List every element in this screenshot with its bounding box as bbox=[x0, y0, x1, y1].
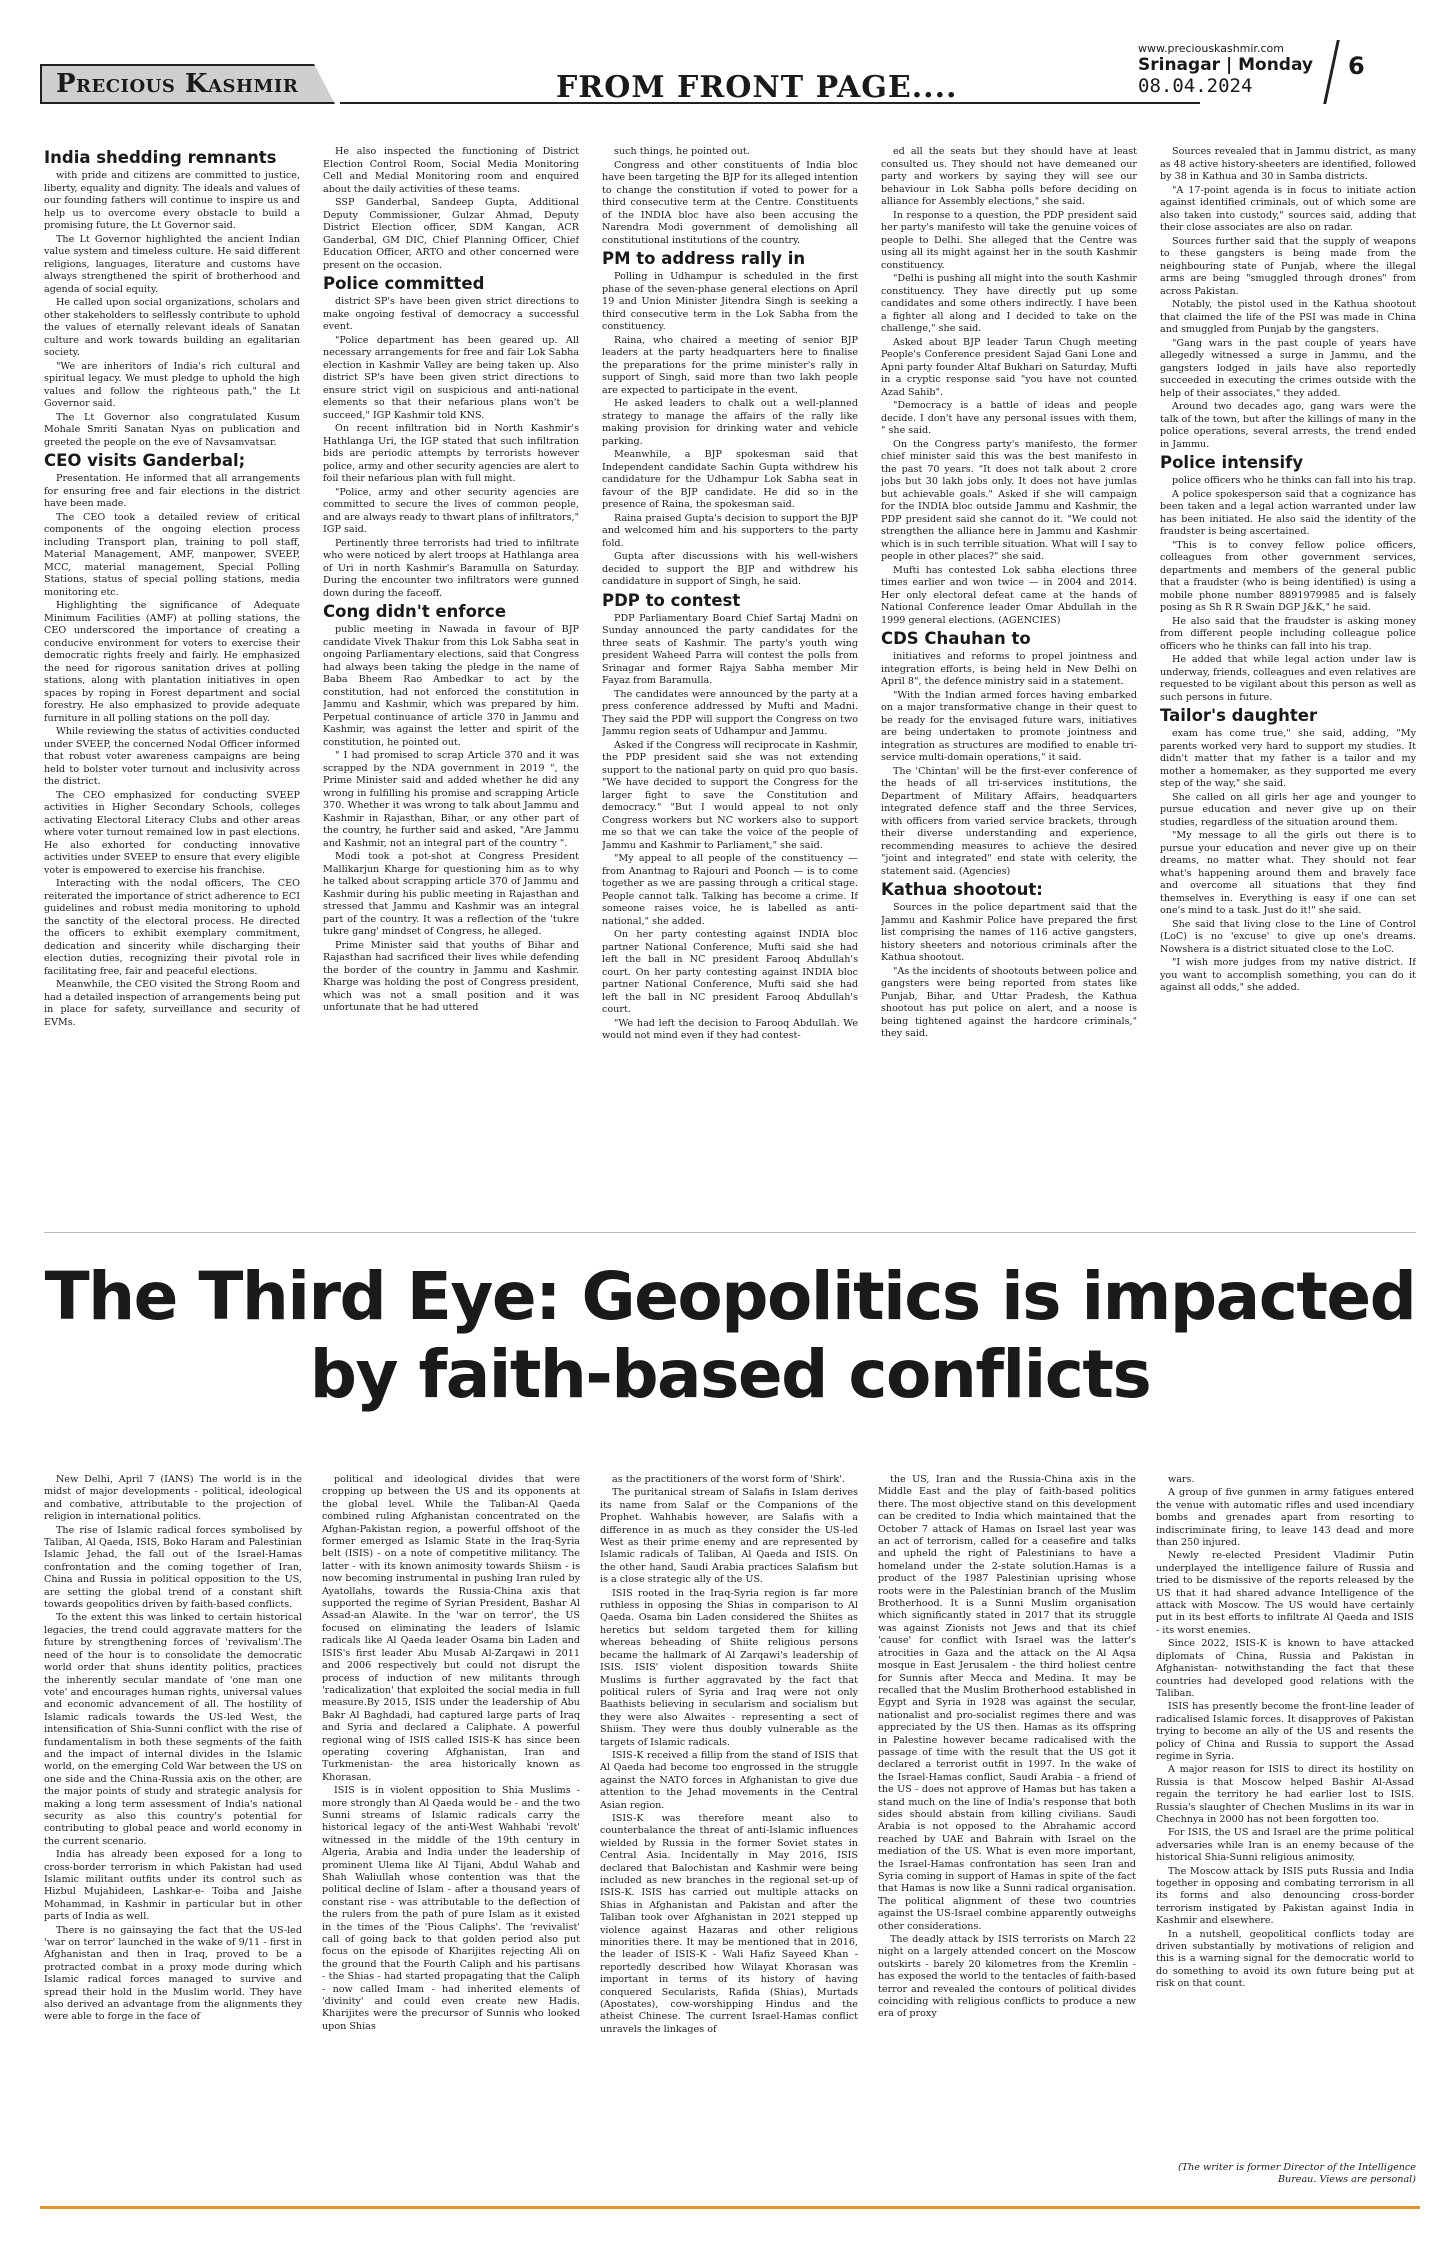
section-title: FROM FRONT PAGE.... bbox=[556, 70, 958, 105]
section-divider bbox=[44, 1232, 1416, 1233]
story-paragraph: Polling in Udhampur is scheduled in the first phase of the seven-phase general elections on April 19 and Union Minister Jitendra Singh is seeking a third consecutive term in the Lok Sabha from the constituency. bbox=[602, 271, 858, 332]
story-paragraph: Interacting with the nodal officers, The CEO reiterated the importance of strict adherence to ECI guidelines and robust media monitoring to uphold the sanctity of the electoral process. He directed the officers to exhibit exemplary commitment, dedication and sincerity while discharging their election duties, recognizing their pivotal role in facilitating free, fair and peaceful elections. bbox=[44, 878, 300, 977]
news-column bbox=[881, 146, 1137, 1246]
story-paragraph: ed all the seats but they should have at least consulted us. They should not have demeaned our party and workers by saying they will see our behaviour in Lok Sabha polls before deciding on alliance for Assembly elections," she said. bbox=[881, 146, 1137, 207]
feature-paragraph: A major reason for ISIS to direct its hostility on Russia is that Moscow helped Bashir Al-Assad regain the territory he had earlier lost to ISIS. Russia's slaughter of Chechen Muslims in its war in Chechnya in 2000 has not been forgotten too. bbox=[1156, 1764, 1414, 1825]
feature-paragraph: political and ideological divides that were cropping up between the US and its opponents at the global level. While the Taliban-Al Qaeda combined ruling Afghanistan concentrated on the Afghan-Pakistan region, a powerful offshoot of the former emerged as Islamic State in the Iraq-Syria belt (ISIS) - on a note of competitive militancy. The latter - with its known animosity towards Shiism - is now becoming instrumental in pushing Iran ruled by Ayatollahs, towards the Russia-China axis that supported the regime of Syrian President, Bashar Al Assad-an Alawite. In the 'war on terror', the US focused on eliminating the leaders of Islamic radicals like Al Qaeda leader Osama bin Laden and ISIS's first leader Abu Musab Al-Zarqawi in 2011 and 2006 respectively but could not disrupt the process of induction of new militants through 'radicalization' that exploited the social media in full measure.By 2015, ISIS under the leadership of Abu Bakr Al Baghdadi, had captured large parts of Iraq and Syria and declared a Caliphate. A powerful regional wing of ISIS called ISIS-K has since been operating covering Afghanistan, Iran and Turkmenistan- the area historically known as Khorasan. bbox=[322, 1474, 580, 1783]
feature-paragraph: There is no gainsaying the fact that the US-led 'war on terror' launched in the wake of 9/11 - first in Afghanistan and then in Iraq, proved to be a protracted combat in a proxy mode during which Islamic radical forces managed to survive and spread their hold in the Muslim world. They have also derived an advantage from the alignments they were able to forge in the face of bbox=[44, 1924, 302, 2023]
news-column bbox=[44, 146, 300, 1246]
story-paragraph: "We are inheritors of India's rich cultural and spiritual legacy. We must pledge to uphold the high values and follow the righteous path," the Lt Governor said. bbox=[44, 360, 300, 409]
site-url[interactable]: www.preciouskashmir.com bbox=[1138, 42, 1284, 55]
news-column bbox=[323, 146, 579, 1246]
story-paragraph: She called on all girls her age and younger to pursue education and never give up on their studies, regardless of the situation around them. bbox=[1160, 791, 1416, 828]
feature-paragraph: Since 2022, ISIS-K is known to have attacked diplomats of China, Russia and Pakistan in Afghanistan- notwithstanding the fact that these countries had developed good relations with the Taliban. bbox=[1156, 1638, 1414, 1699]
story-paragraph: Gupta after discussions with his well-wishers decided to support the BJP and withdrew his candidature in support of Singh, he said. bbox=[602, 551, 858, 587]
story-paragraph: The candidates were announced by the party at a press conference addressed by Mufti and Madni. They said the PDP will support the Congress on two Jammu region seats of Udhampur and Jammu. bbox=[602, 688, 858, 737]
story-paragraph: Modi took a pot-shot at Congress President Mallikarjun Kharge for questioning him as to why he talked about scrapping article 370 of Jammu and Kashmir during his public meeting in Rajasthan and stressed that Jammu and Kashmir was an integral part of the country. It was a reflection of the 'tukre tukre gang' mindset of Congress, he alleged. bbox=[323, 851, 579, 937]
story-paragraph: " I had promised to scrap Article 370 and it was scrapped by the NDA government in 2019 ", the Prime Minister said and added whether he did any wrong in fulfilling his promise and scrapping Article 370. Whether it was wrong to talk about Jammu and Kashmir in Rajasthan, Bihar, or any other part of the country, he further said and asked, "Are Jammu and Kashmir, not an integral part of the country ". bbox=[323, 750, 579, 849]
story-paragraph: exam has come true," she said, adding, "My parents worked very hard to support my studies. It didn't matter that my father is a tailor and my mother a homemaker, as they supported me every step of the way," she said. bbox=[1160, 728, 1416, 789]
story-paragraph: He also inspected the functioning of District Election Control Room, Social Media Monitoring Cell and Medial Monitoring room and enquired about the daily activities of these teams. bbox=[323, 146, 579, 195]
story-headline: Tailor's daughter bbox=[1160, 706, 1318, 725]
story-paragraph: A police spokesperson said that a cognizance has been taken and a legal action warranted under law has been initiated. He also said the identity of the fraudster is being ascertained. bbox=[1160, 488, 1416, 537]
story-paragraph: The CEO emphasized for conducting SVEEP activities in Higher Secondary Schools, colleges activating Electoral Literacy Clubs and other areas where voter turnout remained low in past elections. He also exhorted for conducting innovative activities under SVEEP to ensure that every eligible voter is empowered to exercise his franchise. bbox=[44, 789, 300, 876]
story-headline: Police intensify bbox=[1160, 453, 1304, 472]
story-paragraph: "As the incidents of shootouts between police and gangsters were being reported from states like Punjab, Bihar, and Uttar Pradesh, the Kathua shootout has put police on alert, and a noose is being tightened against the hardcore criminals," they said. bbox=[881, 965, 1137, 1039]
story-paragraph: "Police department has been geared up. All necessary arrangements for free and fair Lok Sabha election in Kashmir Valley are being taken up. Also district SP's have been given strict directions to ensure strict vigil on suspicious and anti-national elements so that their nefarious plans won't be succeed," IGP Kashmir told KNS. bbox=[323, 334, 579, 421]
feature-paragraph: ISIS-K received a fillip from the stand of ISIS that Al Qaeda had become too engrossed in the struggle against the NATO forces in Afghanistan to give due attention to the Jehad movements in the Central Asian region. bbox=[600, 1749, 858, 1811]
bottom-rule bbox=[40, 2206, 1420, 2209]
story-paragraph: Asked about BJP leader Tarun Chugh meeting People's Conference president Sajad Gani Lone and Apni party founder Altaf Bukhari on Saturday, Mufti in a cryptic response said "you have not counted Azad Sahib". bbox=[881, 336, 1137, 398]
date-box bbox=[1138, 42, 1358, 97]
story-paragraph: "I wish more judges from my native district. If you want to accomplish something, you can do it against all odds," she added. bbox=[1160, 957, 1416, 993]
page-number: 6 bbox=[1348, 52, 1365, 80]
feature-paragraph: The deadly attack by ISIS terrorists on March 22 night on a largely attended concert on the Moscow outskirts - barely 20 kilometres from the Kremlin - has exposed the world to the tentacles of faith-based terror and revealed the contours of political divides coinciding with religious conflicts to produce a new era of proxy bbox=[878, 1934, 1136, 2020]
story-paragraph: On her party contesting against INDIA bloc partner National Conference, Mufti said she had left the ball in NC president Farooq Abdullah's court. On her party contesting against INDIA bloc partner National Conference, Mufti said she had left the ball in NC president Farooq Abdullah's court. bbox=[602, 929, 858, 1015]
feature-paragraph: ISIS is in violent opposition to Shia Muslims - more strongly than Al Qaeda would be - and the two Sunni streams of Islamic radicals carry the historical legacy of the anti-West Wahhabi 'revolt' witnessed in the middle of the 19th century in Algeria, Arabia and India under the leadership of prominent Ulema like Al Tijani, Abdul Wahab and Shah Waliullah whose contention was that the political decline of Islam - after a thousand years of constant rise - was attributable to the deflection of the rulers from the path of pure Islam as it existed in the times of the 'Pious Caliphs'. The 'revivalist' call of going back to that golden period also put focus on the episode of Kharijites rejecting Ali on the ground that the Fourth Caliph and his partisans - the Shias - had started propagating that the Caliph - now called Imam - had inherited elements of 'divinity' and could even create new Hadis. Kharijites were the precursor of Sunnis who looked upon Shias bbox=[322, 1785, 580, 2032]
front-page-continuations bbox=[44, 146, 1416, 1246]
story-paragraph: He also said that the fraudster is asking money from different people including colleague police officers who he thinks can fall into his trap. bbox=[1160, 615, 1416, 652]
story-paragraph: "Police, army and other security agencies are committed to secure the lives of common people, and are always ready to thwart plans of infiltrators," IGP said. bbox=[323, 486, 579, 535]
news-column bbox=[1160, 146, 1416, 1246]
story-paragraph: Presentation. He informed that all arrangements for ensuring free and fair elections in the district have been made. bbox=[44, 473, 300, 509]
feature-paragraph: as the practitioners of the worst form of 'Shirk'. bbox=[612, 1474, 845, 1485]
story-paragraph: Asked if the Congress will reciprocate in Kashmir, the PDP president said she was not extending support to the national party on quid pro quo basis. "We have decided to support the Congress for the larger fight to save the Constitution and democracy." "But I would appeal to not only Congress workers but NC workers also to support me so that we can take the voice of the people of Jammu and Kashmir to Parliament," she said. bbox=[602, 739, 858, 851]
story-paragraph: "With the Indian armed forces having embarked on a major transformative change in their quest to be ready for the envisaged future wars, initiatives are being undertaken to promote jointness and integration as structures are modified to enable tri-service multi-domain operations," it said. bbox=[881, 689, 1137, 763]
story-paragraph: "Democracy is a battle of ideas and people decide. I don't have any personal issues with them, " she said. bbox=[881, 400, 1137, 436]
story-paragraph: He asked leaders to chalk out a well-planned strategy to manage the affairs of the rally like making provision for drinking water and vehicle parking. bbox=[602, 398, 858, 447]
story-paragraph: Sources revealed that in Jammu district, as many as 48 active history-sheeters are identified, followed by 38 in Kathua and 30 in Samba districts. bbox=[1160, 146, 1416, 182]
story-paragraph: "Gang wars in the past couple of years have allegedly witnessed a surge in Jammu, and the gangsters lodged in jails have also reportedly succeeded in executing the crimes outside with the help of their associates," they added. bbox=[1160, 337, 1416, 399]
story-paragraph: such things, he pointed out. bbox=[614, 146, 750, 157]
story-paragraph: Mufti has contested Lok sabha elections three times earlier and won twice — in 2004 and 2014. Her only electoral defeat came at the hands of National Conference leader Omar Abdullah in the 1999 general elections. (AGENCIES) bbox=[881, 564, 1137, 626]
feature-column bbox=[600, 1474, 858, 2194]
feature-column bbox=[878, 1474, 1136, 2194]
feature-paragraph: wars. bbox=[1168, 1474, 1195, 1485]
story-headline: Kathua shootout: bbox=[881, 880, 1043, 899]
feature-paragraph: In a nutshell, geopolitical conflicts today are driven substantially by motivations of religion and this is a warning signal for the democratic world to do something to avoid its own future being put at risk on that count. bbox=[1156, 1928, 1414, 1990]
story-headline: CDS Chauhan to bbox=[881, 629, 1031, 648]
feature-column bbox=[44, 1474, 302, 2194]
story-paragraph: While reviewing the status of activities conducted under SVEEP, the concerned Nodal Officer informed that robust voter awareness campaigns are being held to bolster voter turnout and inclusivity across the district. bbox=[44, 726, 300, 787]
story-paragraph: initiatives and reforms to propel jointness and integration efforts, is being held in New Delhi on April 8", the defence ministry said in a statement. bbox=[881, 651, 1137, 687]
story-paragraph: with pride and citizens are committed to justice, liberty, equality and dignity. The ideals and values of our founding fathers will continue to inspire us and help us to overcome every obstacle to build a promising future, the Lt Governor said. bbox=[44, 170, 300, 231]
story-paragraph: "A 17-point agenda is in focus to initiate action against identified criminals, out of which some are also taken into custody," sources said, adding that their close associates are also on radar. bbox=[1160, 184, 1416, 233]
story-paragraph: In response to a question, the PDP president said her party's manifesto will take the genuine voices of people to Delhi. She alleged that the Centre was using all its might against her in the south Kashmir constituency. bbox=[881, 209, 1137, 271]
feature-paragraph: ISIS-K was therefore meant also to counterbalance the threat of anti-Islamic influences wielded by Russia in the former Soviet states in Central Asia. Incidentally in May 2016, ISIS declared that Balochistan and Kashmir were being included as new branches in the regional set-up of ISIS-K. ISIS has carried out multiple attacks on Shias in Afghanistan and Pakistan and after the Taliban took over Afghanistan in 2021 stepped up violence against Hazaras and other religious minorities there. It may be mentioned that in 2016, the leader of ISIS-K - Wali Hafiz Sayeed Khan - reportedly described how Wilayat Khorasan was important in terms of its history of having conquered Secularists, Rafida (Shias), Murtads (Apostates), cow-worshipping Hindus and the atheist Chinese. The current Israel-Hamas conflict unravels the linkages of bbox=[600, 1812, 858, 2035]
story-paragraph: public meeting in Nawada in favour of BJP candidate Vivek Thakur from this Lok Sabha seat in ongoing Parliamentary elections, said that Congress had always been taking the pledge in the name of Baba Bheem Rao Ambedkar to act by the constitution, had not enforced the constitution in Jammu and Kashmir, which was prepared by him. Perpetual continuance of article 370 in Jammu and Kashmir, was against the letter and spirit of the constitution, he pointed out. bbox=[323, 624, 579, 748]
feature-article bbox=[44, 1474, 1416, 2194]
feature-column bbox=[322, 1474, 580, 2194]
city-day: Srinagar | Monday bbox=[1138, 55, 1313, 75]
story-paragraph: She said that living close to the Line of Control (LoC) is no 'excuse' to give up one's dreams. Nowshera is a district situated close to the LoC. bbox=[1160, 918, 1416, 955]
story-paragraph: district SP's have been given strict directions to make ongoing festival of democracy a successful event. bbox=[323, 296, 579, 332]
story-paragraph: Congress and other constituents of India bloc have been targeting the BJP for its alleged intention to change the constitution if voted to power for a third consecutive term at the Centre. Constituents of the INDIA bloc have also been accusing the Narendra Modi government of demolishing all constitutional institutions of the country. bbox=[602, 159, 858, 246]
story-paragraph: Sources further said that the supply of weapons to these gangsters is being made from the neighbouring state of Punjab, where the illegal arms are being "smuggled through drones" from across Pakistan. bbox=[1160, 235, 1416, 297]
feature-paragraph: India has already been exposed for a long to cross-border terrorism in which Pakistan had used Islamic militant outfits under its control such as Hizbul Mujahideen, Lashkar-e- Toiba and Jaishe Mohammad, in Kashmir in particular but in other parts of India as well. bbox=[44, 1849, 302, 1923]
writer-credit: (The writer is former Director of the Intelligence Bureau. Views are personal) bbox=[1177, 2162, 1416, 2186]
feature-paragraph: The puritanical stream of Salafis in Islam derives its name from Salaf or the Companions of the Prophet. Wahhabis however, are Salafis with a difference in as much as they consider the US-led West as their prime enemy and are represented by Islamic radicals of Taliban, Al Qaeda and ISIS. On the other hand, Saudi Arabia practices Salafism but is a close strategic ally of the US. bbox=[600, 1487, 858, 1586]
story-paragraph: Notably, the pistol used in the Kathua shootout that claimed the life of the PSI was made in China and smuggled from Punjab by the gangsters. bbox=[1160, 299, 1416, 335]
story-paragraph: On recent infiltration bid in North Kashmir's Hathlanga Uri, the IGP stated that such infiltration bids are periodic attempts by terrorists however police, army and other security agencies are alert to foil their nefarious plan with full might. bbox=[323, 423, 579, 484]
feature-paragraph: ISIS rooted in the Iraq-Syria region is far more ruthless in opposing the Shias in comparison to Al Qaeda. Osama bin Laden considered the Shiites as heretics but seldom targeted them for killing whereas beheading of Shiite religious persons became the hallmark of Al Zarqawi's leadership of ISIS. ISIS' violent disposition towards Shiite Muslims is further aggravated by the fact that political rulers of Syria and Iraq were not only Baathists believing in secularism and socialism but they were also Alwaites - representing a sect of Shiism. They were thus doubly vulnerable as the targets of Islamic radicals. bbox=[600, 1587, 858, 1748]
feature-paragraph: Newly re-elected President Vladimir Putin underplayed the intelligence failure of Russia and tried to be dismissive of the reports released by the US that it had shared advance Intelligence of the attack with Moscow. The US would have certainly put in its best efforts to infiltrate Al Qaeda and ISIS - its worst enemies. bbox=[1156, 1550, 1414, 1636]
story-paragraph: The 'Chintan' will be the first-ever conference of the heads of all tri-services institutions, the Department of Military Affairs, headquarters integrated defence staff and the three Services, with officers from varied service brackets, through their diverse understanding and experience, recommending measures to achieve the desired "joint and integrated" end state with celerity, the statement said. (Agencies) bbox=[881, 765, 1137, 877]
feature-paragraph: the US, Iran and the Russia-China axis in the Middle East and the play of faith-based politics there. The most objective stand on this development can be credited to India which maintained that the October 7 attack of Hamas on Israel last year was an act of terrorism, called for a ceasefire and talks and upheld the right of Palestinians to have a homeland under the 2-state solution.Hamas is a product of the 1987 Palestinian uprising whose roots were in the Palestinian branch of the Muslim Brotherhood. It is a Sunni Muslim organisation which significantly stated in 2017 that its struggle was against Zionists not Jews and that its chief 'cause' for conflict with Israel was the latter's atrocities in Gaza and the attack on the Al Aqsa mosque in East Jerusalem - the third holiest centre for Sunnis after Mecca and Medina. It may be recalled that the Muslim Brotherhood established in Egypt and Syria in 1928 was against the secular, nationalist and pro-socialist regimes there and was appreciated by the US then. Hamas as its offspring in Palestine however became radicalised with the passage of time with the result that the US got it declared a terrorist outfit in 1997. In the wake of the Israel-Hamas conflict, Saudi Arabia - a friend of the US - does not approve of Hamas but has taken a stand much on the line of India's response that both sides should abstain from killing civilians. Saudi Arabia is not opposed to the Abrahamic accord reached by UAE and Bahrain with Israel on the mediation of the US. What is even more important, the Israel-Hamas confrontation has seen Iran and Syria coming in support of Hamas in spite of the fact that Hamas is now like a Sunni radical organisation. The political alignment of these two countries against the US-Israel combine apparently outweighs other considerations. bbox=[878, 1474, 1136, 1932]
story-headline: Police committed bbox=[323, 274, 485, 293]
story-headline: PM to address rally in bbox=[602, 249, 806, 268]
story-paragraph: Pertinently three terrorists had tried to infiltrate who were noticed by alert troops at Hathlanga area of Uri in north Kashmir's Baramulla on Saturday. During the encounter two infiltrators were gunned down during the faceoff. bbox=[323, 537, 579, 599]
feature-paragraph: ISIS has presently become the front-line leader of radicalised Islamic forces. It disapproves of Pakistan trying to become an ally of the US and resents the policy of China and Russia to support the Assad regime in Syria. bbox=[1156, 1701, 1414, 1762]
story-paragraph: Meanwhile, the CEO visited the Strong Room and had a detailed inspection of arrangements being put in place for safety, surveillance and security of EVMs. bbox=[44, 979, 300, 1028]
story-paragraph: On the Congress party's manifesto, the former chief minister said this was the best manifesto in the past 70 years. "It does not talk about 2 crore jobs but 30 lakh jobs only. It does not have jumlas but achievable goals." Asked if she will campaign for the INDIA bloc outside Jammu and Kashmir, the PDP president said she cannot do it. "We could not strengthen the alliance here in Jammu and Kashmir which is in such terrible situation. What will I say to people in other places?" she said. bbox=[881, 438, 1137, 562]
story-paragraph: The CEO took a detailed review of critical components of the ongoing election process including Transport plan, training to poll staff, Material Management, AMF, manpower, SVEEP, MCC, material management, Special Polling Stations, status of special polling stations, media monitoring etc. bbox=[44, 511, 300, 598]
story-paragraph: Highlighting the significance of Adequate Minimum Facilities (AMF) at polling stations, the CEO underscored the importance of creating a conducive environment for voters to exercise their democratic rights freely and fairly. He emphasized the need for rigorous sanitation drives at polling stations, along with plantation initiatives in open spaces by roping in Forest department and social forestry. He also emphasized to provide adequate furniture in all polling stations on the poll day. bbox=[44, 600, 300, 724]
story-paragraph: PDP Parliamentary Board Chief Sartaj Madni on Sunday announced the party candidates for the three seats of Kashmir. The party's youth wing president Waheed Parra will contest the polls from Srinagar and former Rajya Sabha member Mir Fayaz from Baramulla. bbox=[602, 612, 858, 686]
story-paragraph: "My message to all the girls out there is to pursue your education and never give up on their dreams, no matter what. They should not fear what's happening around them and bravely face and overcome all situations that they find themselves in. Everything is easy if one can set one's mind to a task. Just do it!" she said. bbox=[1160, 830, 1416, 916]
publication-date: 08.04.2024 bbox=[1138, 75, 1253, 97]
feature-paragraph: A group of five gunmen in army fatigues entered the venue with automatic rifles and used incendiary bombs and grenades apart from resorting to indiscriminate firing, to leave 143 dead and more than 250 injured. bbox=[1156, 1487, 1414, 1549]
story-paragraph: He added that while legal action under law is underway, friends, colleagues and even relatives are requested to be vigilant about this person as well as such persons in future. bbox=[1160, 654, 1416, 703]
story-paragraph: Sources in the police department said that the Jammu and Kashmir Police have prepared the first list comprising the names of 116 active gangsters, history sheeters and notorious criminals after the Kathua shootout. bbox=[881, 902, 1137, 963]
feature-headline: The Third Eye: Geopolitics is impacted by faith-based conflicts bbox=[44, 1258, 1416, 1413]
feature-column bbox=[1156, 1474, 1414, 2194]
story-paragraph: Raina praised Gupta's decision to support the BJP and welcomed him and his supporters to the party fold. bbox=[602, 512, 858, 549]
story-paragraph: SSP Ganderbal, Sandeep Gupta, Additional Deputy Commissioner, Gulzar Ahmad, Deputy District Election officer, SDM Kangan, ACR Ganderbal, GM DIC, Chief Planning Officer, Chief Education Officer, ARTO and other concerned were present on the occasion. bbox=[323, 197, 579, 271]
story-headline: CEO visits Ganderbal; bbox=[44, 451, 246, 470]
story-paragraph: "My appeal to all people of the constituency — from Anantnag to Rajouri and Poonch — is to come together as we are passing through a critical stage. People cannot talk. Talking has become a crime. If someone raises voice, he is labelled as anti-national," she added. bbox=[602, 853, 858, 927]
feature-paragraph: For ISIS, the US and Israel are the prime political adversaries while Iran is an enemy because of the historical Shia-Sunni religious animosity. bbox=[1156, 1827, 1414, 1864]
story-paragraph: Meanwhile, a BJP spokesman said that Independent candidate Sachin Gupta withdrew his candidature for the Udhampur Lok Sabha seat in favour of the BJP candidate. He did so in the presence of Raina, the spokesman said. bbox=[602, 449, 858, 510]
brand-tab bbox=[40, 64, 336, 104]
story-headline: PDP to contest bbox=[602, 590, 741, 610]
story-paragraph: Raina, who chaired a meeting of senior BJP leaders at the party headquarters here to finalise the preparations for the prime minister's rally in support of Singh, said more than two lakh people are expected to participate in the event. bbox=[602, 334, 858, 396]
story-headline: Cong didn't enforce bbox=[323, 602, 507, 621]
story-paragraph: police officers who he thinks can fall into his trap. bbox=[1172, 475, 1416, 486]
story-paragraph: "This is to convey fellow police officers, colleagues from other government services, departments and members of the general public that a fraudster (who is being identified) is using a mobile phone number 8891979985 and is falsely posing as Sh R R Swain DGP J&K," he said. bbox=[1160, 539, 1416, 613]
story-paragraph: "We had left the decision to Farooq Abdullah. We would not mind even if they had contest- bbox=[602, 1017, 858, 1041]
story-paragraph: Around two decades ago, gang wars were the talk of the town, but after the killings of many in the police operations, several arrests, the trend ended in Jammu. bbox=[1160, 401, 1416, 450]
feature-paragraph: The Moscow attack by ISIS puts Russia and India together in opposing and combating terrorism in all its forms and also denouncing cross-border terrorism instigated by Pakistan against India in Kashmir and elsewhere. bbox=[1156, 1865, 1414, 1927]
story-paragraph: "Delhi is pushing all might into the south Kashmir constituency. They have directly put up some candidates and some others indirectly. I have been a fighter all along and I decided to take on the challenge," she said. bbox=[881, 273, 1137, 334]
page-number-box bbox=[1330, 36, 1390, 108]
feature-paragraph: New Delhi, April 7 (IANS) The world is in the midst of major developments - political, ideological and combative, attributable to the projection of religion in international politics. bbox=[44, 1474, 302, 1523]
feature-paragraph: To the extent this was linked to certain historical legacies, the trend could aggravate matters for the future by strengthening forces of 'revivalism'.The need of the hour is to consolidate the democratic world order that shuns identity politics, practices the inherently secular mandate of 'one man one vote' and encourages human rights, universal values and economic advancement of all. The hostility of Islamic radicals towards the US-led West, the intensification of Shia-Sunni conflict with the rise of fundamentalism in both these segments of the faith and the impact of internal divides in the Islamic world, on the emerging Cold War between the US on one side and the China-Russia axis on the other, are the major points of study and strategic analysis for making a long term assessment of India's national security as also this country's potential for contributing to global peace and world economy in the current scenario. bbox=[44, 1612, 302, 1847]
story-paragraph: He called upon social organizations, scholars and other stakeholders to selflessly contribute to uphold the values of eternally relevant ideals of Sanatan culture and work towards building an egalitarian society. bbox=[44, 297, 300, 358]
news-column bbox=[602, 146, 858, 1246]
story-paragraph: The Lt Governor also congratulated Kusum Mohale Smriti Sanatan Nyas on publication and greeted the people on the eve of Navsamvatsar. bbox=[44, 411, 300, 448]
story-headline: India shedding remnants bbox=[44, 148, 277, 167]
story-paragraph: Prime Minister said that youths of Bihar and Rajasthan had sacrificed their lives while defending the border of the country in Jammu and Kashmir. Kharge was holding the post of Congress president, which was not a small position and it was unfortunate that he had uttered bbox=[323, 939, 579, 1013]
story-paragraph: The Lt Governor highlighted the ancient Indian value system and timeless culture. He said different religions, languages, literature and customs have always strengthened the spirit of brotherhood and agenda of social equity. bbox=[44, 233, 300, 295]
masthead bbox=[40, 36, 1420, 116]
brand-name: Precious Kashmir bbox=[56, 69, 299, 99]
feature-paragraph: The rise of Islamic radical forces symbolised by Taliban, Al Qaeda, ISIS, Boko Haram and Palestinian Islamic Jehad, the fall out of the Israel-Hamas confrontation and the coming together of Iran, China and Russia in political opposition to the US, are setting the global trend of a constant shift towards geopolitics driven by faith-based conflicts. bbox=[44, 1524, 302, 1611]
